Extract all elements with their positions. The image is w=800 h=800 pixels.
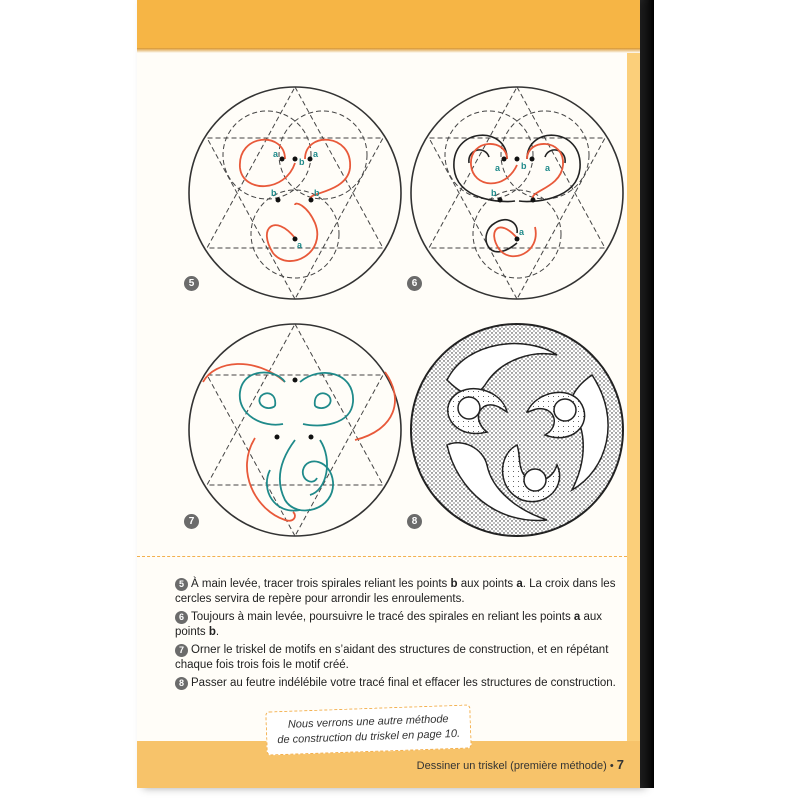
step-5-text-after: . La croix dans les cercles servira de repère pour arrondir les enroulements. — [175, 578, 616, 605]
footer-title: Dessiner un triskel (première méthode) — [416, 760, 607, 772]
figure-6-label-b1: b — [521, 161, 527, 171]
step-8-badge: 8 — [175, 677, 188, 690]
step-6-bold-b: b — [208, 626, 216, 638]
figure-7-badge: 7 — [184, 514, 199, 529]
figure-6 — [407, 83, 627, 303]
step-6 — [175, 610, 620, 640]
instructions — [175, 577, 620, 694]
step-6-text-mid: aux points — [175, 611, 603, 638]
figure-5-label-a3: a — [297, 240, 303, 250]
step-8-text: Passer au feutre indélébile votre tracé final et effacer les structures de construction. — [191, 677, 616, 689]
step-5-bold-b: b — [450, 578, 458, 590]
figure-6-badge: 6 — [407, 276, 422, 291]
figure-6-label-b2: b — [491, 188, 497, 198]
figure-6-label-a2: a — [545, 163, 551, 173]
top-band — [137, 0, 640, 48]
figure-8-drawing — [407, 320, 627, 540]
note-box — [265, 704, 471, 755]
step-8 — [175, 676, 620, 691]
page-footer — [417, 757, 624, 772]
figure-7 — [185, 320, 405, 540]
step-5-text-before: À main levée, tracer trois spirales reliant les points — [191, 578, 451, 590]
step-7-badge: 7 — [175, 644, 188, 657]
note-line-2: de construction du triskel en page 10. — [277, 727, 461, 747]
figure-5-label-b3: b — [314, 188, 320, 198]
step-6-bold-a: a — [573, 611, 581, 623]
step-5-text-mid: aux points — [457, 578, 517, 590]
figure-6-drawing — [407, 83, 627, 303]
step-7-text: Orner le triskel de motifs en s’aidant des structures de construction, et en répétant chaque fois trois fois le motif créé. — [175, 644, 609, 671]
top-band-shadow — [137, 48, 640, 53]
step-5-bold-a: a — [516, 578, 523, 590]
step-6-text-after: . — [215, 626, 220, 638]
step-6-badge: 6 — [175, 611, 188, 624]
note-line-1: Nous verrons une autre méthode — [287, 713, 449, 731]
figure-7-drawing — [185, 320, 405, 540]
side-bar — [627, 53, 640, 741]
figure-5-label-b1: b — [299, 157, 305, 167]
figure-5-label-b2: b — [271, 188, 277, 198]
page-number: 7 — [616, 757, 624, 772]
footer-separator: • — [609, 760, 614, 772]
figure-5-drawing — [185, 83, 405, 303]
step-5-badge: 5 — [175, 578, 188, 591]
book-edge — [640, 0, 654, 788]
step-7 — [175, 643, 620, 673]
section-divider — [137, 556, 627, 557]
figure-5-badge: 5 — [184, 276, 199, 291]
figure-6-label-a1: a — [495, 163, 501, 173]
book-page — [137, 0, 640, 788]
figure-5 — [185, 83, 405, 303]
figure-8-badge: 8 — [407, 514, 422, 529]
step-6-text-before: Toujours à main levée, poursuivre le tracé des spirales en reliant les points — [191, 611, 574, 623]
step-5 — [175, 577, 620, 607]
figure-8 — [407, 320, 627, 540]
figure-6-label-a3: a — [519, 227, 525, 237]
figure-5-label-a1: a — [273, 149, 279, 159]
figure-5-label-a2: a — [313, 149, 319, 159]
